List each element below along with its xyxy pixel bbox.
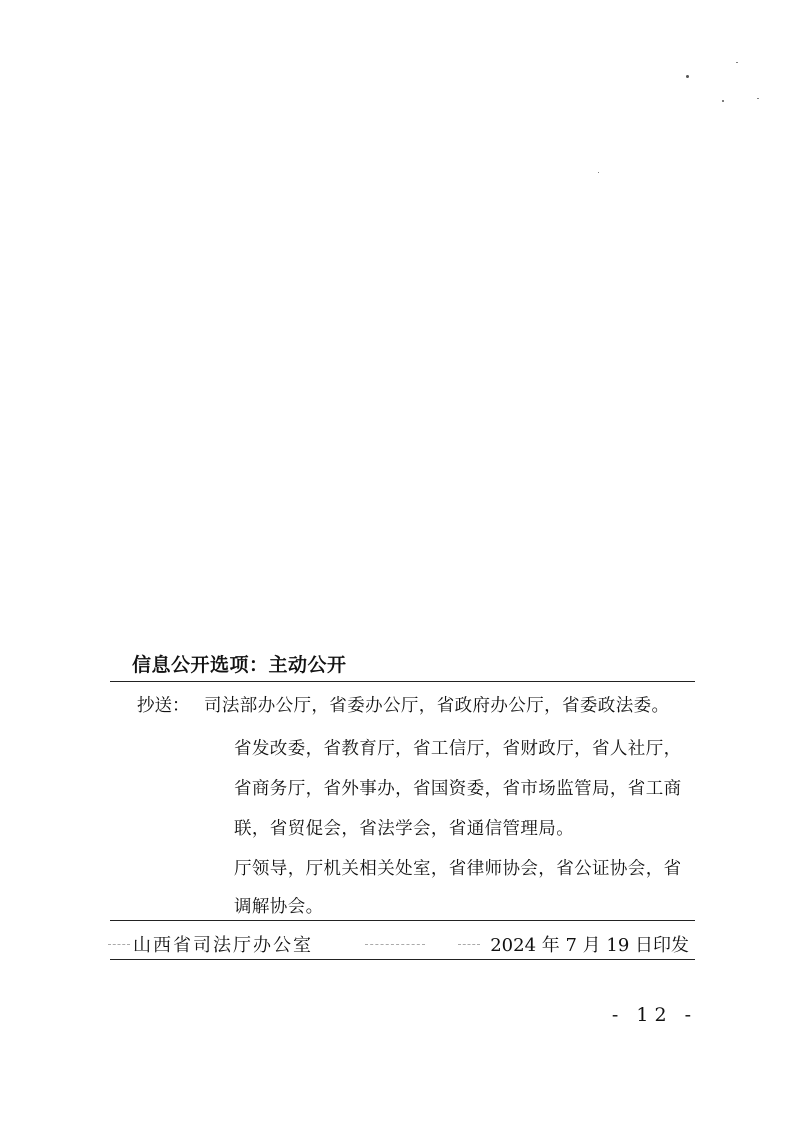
- copy-to-label: 抄送：: [137, 696, 190, 716]
- scan-dash: [365, 944, 425, 945]
- divider-top: [110, 681, 695, 682]
- divider-middle: [110, 920, 695, 921]
- scan-speck: [598, 172, 599, 173]
- copy-to-line: 厅领导，厅机关相关处室，省律师协会，省公证协会，省: [234, 859, 682, 879]
- issuing-office: 山西省司法厅办公室: [133, 935, 313, 956]
- copy-to-line: 司法部办公厅，省委办公厅，省政府办公厅，省委政法委。: [204, 696, 670, 716]
- scan-speck: [722, 100, 724, 102]
- scan-speck: [686, 75, 689, 78]
- copy-to-line: 省商务厅，省外事办，省国资委，省市场监管局，省工商: [234, 779, 682, 799]
- scan-speck: [757, 98, 759, 99]
- copy-to-line: 联，省贸促会，省法学会，省通信管理局。: [234, 819, 575, 839]
- copy-to-line: 调解协会。: [234, 897, 324, 917]
- issue-date: 2024 年 7 月 19 日印发: [490, 935, 689, 956]
- page-number: - 12 -: [611, 1004, 697, 1026]
- disclosure-option: 信息公开选项：主动公开: [132, 654, 347, 676]
- scan-dash: [458, 944, 480, 945]
- scan-dash: [108, 944, 130, 945]
- copy-to-line: 省发改委，省教育厅，省工信厅，省财政厅，省人社厅，: [234, 739, 682, 759]
- scan-speck: [736, 62, 738, 63]
- divider-bottom: [110, 959, 695, 960]
